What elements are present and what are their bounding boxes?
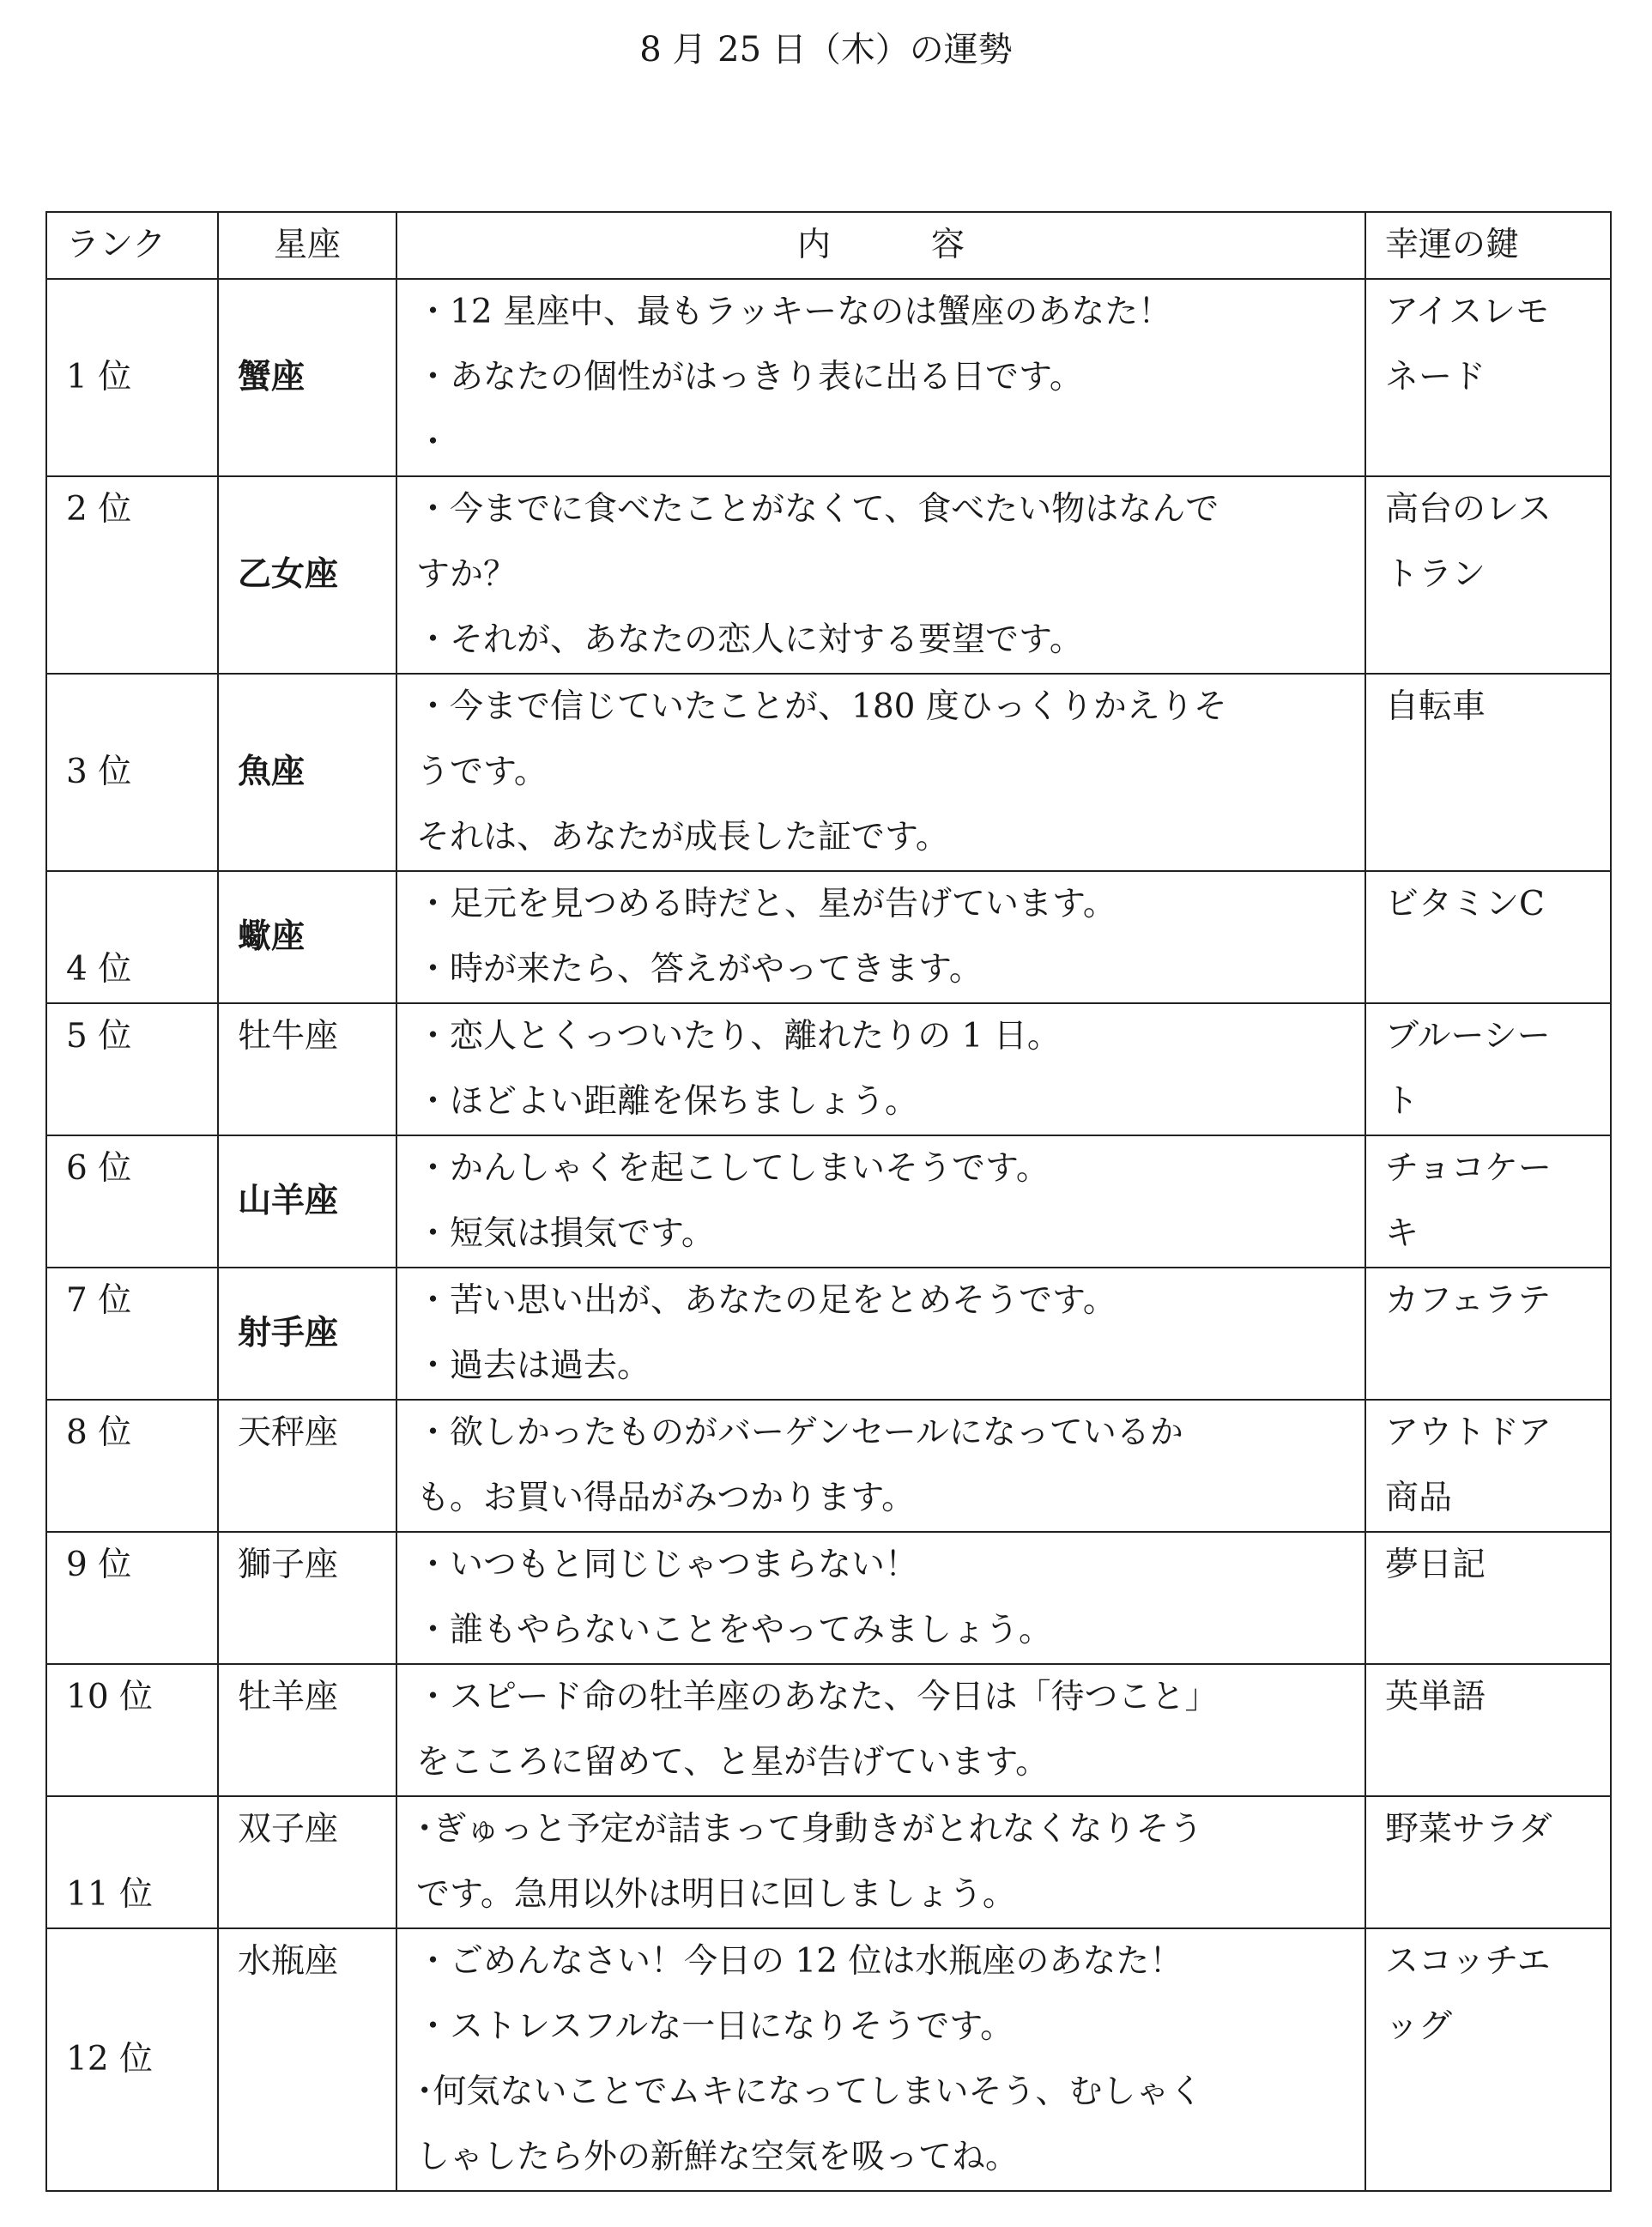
lucky-key-line: 英単語: [1385, 1678, 1486, 1716]
content-cell: [396, 1664, 1365, 1796]
header-sign: 星座: [218, 212, 396, 279]
lucky-key-line: 自転車: [1385, 687, 1486, 726]
table-row: [46, 1003, 1611, 1135]
lucky-key-line: ッグ: [1385, 2007, 1453, 2046]
content-line: うです。: [416, 753, 548, 791]
content-line: をこころに留めて、と星が告げています。: [416, 1743, 1050, 1782]
sign-cell: 双子座: [218, 1796, 396, 1928]
content-line: ・ほどよい距離を保ちましょう。: [416, 1082, 919, 1121]
content-cell: [396, 1003, 1365, 1135]
table-row: [46, 1796, 1611, 1928]
content-line: すか？: [416, 555, 517, 594]
table-row: [46, 1532, 1611, 1664]
rank-cell: 1 位: [46, 279, 218, 476]
lucky-key-cell: [1365, 674, 1611, 871]
lucky-key-line: カフェラテ: [1385, 1281, 1552, 1320]
content-line: ・欲しかったものがバーゲンセールになっているか: [416, 1413, 1183, 1452]
fortune-table: [45, 211, 1612, 2192]
content-line: それは、あなたが成長した証です。: [416, 818, 949, 856]
lucky-key-cell: [1365, 1268, 1611, 1400]
lucky-key-cell: [1365, 1664, 1611, 1796]
table-row: [46, 1268, 1611, 1400]
sign-cell: 蠍座: [218, 871, 396, 1003]
content-line: ・恋人とくっついたり、離れたりの 1 日。: [416, 1017, 1061, 1056]
lucky-key-cell: [1365, 1400, 1611, 1532]
rank-cell: 2 位: [46, 476, 218, 674]
lucky-key-line: ビタミンC: [1385, 885, 1545, 923]
rank-cell: 6 位: [46, 1135, 218, 1268]
rank-cell: 5 位: [46, 1003, 218, 1135]
lucky-key-line: スコッチエ: [1385, 1942, 1551, 1981]
rank-cell: 7 位: [46, 1268, 218, 1400]
lucky-key-line: キ: [1385, 1214, 1419, 1253]
lucky-key-cell: [1365, 871, 1611, 1003]
content-line: ･何気ないことでムキになってしまいそう、むしゃく: [416, 2073, 1203, 2111]
sign-cell: 獅子座: [218, 1532, 396, 1664]
lucky-key-cell: [1365, 1928, 1611, 2191]
lucky-key-cell: [1365, 476, 1611, 674]
page-title: 8 月 25 日（木）の運勢: [639, 30, 1013, 70]
sign-cell: 牡羊座: [218, 1664, 396, 1796]
content-line: ・今まで信じていたことが、180 度ひっくりかえりそ: [416, 687, 1227, 726]
rank-cell: 12 位: [46, 1928, 218, 2191]
rank-cell: 11 位: [46, 1796, 218, 1928]
rank-cell: 10 位: [46, 1664, 218, 1796]
rank-cell: 3 位: [46, 674, 218, 871]
fortune-rows: [46, 279, 1611, 2191]
content-line: ・誰もやらないことをやってみましょう。: [416, 1611, 1053, 1649]
header-key: 幸運の鍵: [1365, 212, 1611, 279]
content-line: です。急用以外は明日に回しましょう。: [416, 1875, 1016, 1914]
sign-cell: 蟹座: [218, 279, 396, 476]
table-row: [46, 476, 1611, 674]
content-line: ・過去は過去。: [416, 1346, 651, 1385]
content-line: ・: [416, 423, 451, 462]
content-line: ・足元を見つめる時だと、星が告げています。: [416, 885, 1116, 923]
rank-cell: 4 位: [46, 871, 218, 1003]
table-row: [46, 279, 1611, 476]
sign-cell: 乙女座: [218, 476, 396, 674]
header-rank: ランク: [46, 212, 218, 279]
lucky-key-line: 野菜サラダ: [1385, 1810, 1552, 1849]
content-cell: [396, 1796, 1365, 1928]
content-cell: [396, 1532, 1365, 1664]
lucky-key-line: アウトドア: [1385, 1413, 1552, 1452]
sign-cell: 射手座: [218, 1268, 396, 1400]
sign-cell: 牡牛座: [218, 1003, 396, 1135]
content-line: ・時が来たら、答えがやってきます。: [416, 950, 983, 989]
table-row: [46, 674, 1611, 871]
content-line: ・12 星座中、最もラッキーなのは蟹座のあなた！: [416, 293, 1172, 331]
content-cell: [396, 871, 1365, 1003]
header-row: [46, 212, 1611, 279]
table-row: [46, 871, 1611, 1003]
content-cell: [396, 476, 1365, 674]
lucky-key-line: 商品: [1385, 1479, 1453, 1517]
content-cell: [396, 1268, 1365, 1400]
lucky-key-line: ト: [1385, 1082, 1419, 1121]
content-line: ･ぎゅっと予定が詰まって身動きがとれなくなりそう: [416, 1810, 1203, 1849]
content-line: ・短気は損気です。: [416, 1214, 715, 1253]
lucky-key-line: 夢日記: [1385, 1546, 1486, 1584]
lucky-key-cell: [1365, 1135, 1611, 1268]
content-cell: [396, 1928, 1365, 2191]
content-line: ・今までに食べたことがなくて、食べたい物はなんで: [416, 490, 1219, 529]
lucky-key-line: ネード: [1385, 358, 1486, 396]
content-cell: [396, 1400, 1365, 1532]
lucky-key-cell: [1365, 1796, 1611, 1928]
content-line: ・ストレスフルな一日になりそうです。: [416, 2007, 1014, 2046]
content-line: ・かんしゃくを起こしてしまいそうです。: [416, 1149, 1050, 1188]
rank-cell: 9 位: [46, 1532, 218, 1664]
content-line: ・スピード命の牡羊座のあなた、今日は「待つこと」: [416, 1678, 1219, 1716]
lucky-key-line: アイスレモ: [1385, 293, 1550, 331]
lucky-key-cell: [1365, 1003, 1611, 1135]
lucky-key-cell: [1365, 279, 1611, 476]
content-line: ・苦い思い出が、あなたの足をとめそうです。: [416, 1281, 1116, 1320]
content-line: しゃしたら外の新鮮な空気を吸ってね。: [416, 2138, 1020, 2176]
lucky-key-line: チョコケー: [1385, 1149, 1552, 1188]
lucky-key-cell: [1365, 1532, 1611, 1664]
sign-cell: 天秤座: [218, 1400, 396, 1532]
table-row: [46, 1664, 1611, 1796]
rank-cell: 8 位: [46, 1400, 218, 1532]
table-row: [46, 1400, 1611, 1532]
content-cell: [396, 1135, 1365, 1268]
lucky-key-line: 高台のレス: [1385, 490, 1552, 529]
sign-cell: 水瓶座: [218, 1928, 396, 2191]
lucky-key-line: トラン: [1385, 555, 1486, 594]
header-content: 内 容: [396, 212, 1365, 279]
content-line: ・いつもと同じじゃつまらない！: [416, 1546, 919, 1584]
content-line: も。お買い得品がみつかります。: [416, 1479, 916, 1517]
content-cell: [396, 279, 1365, 476]
content-line: ・ごめんなさい！今日の 12 位は水瓶座のあなた！: [416, 1942, 1183, 1981]
table-row: [46, 1135, 1611, 1268]
content-line: ・それが、あなたの恋人に対する要望です。: [416, 620, 1083, 659]
sign-cell: 魚座: [218, 674, 396, 871]
lucky-key-line: ブルーシー: [1385, 1017, 1551, 1056]
content-cell: [396, 674, 1365, 871]
table-row: [46, 1928, 1611, 2191]
sign-cell: 山羊座: [218, 1135, 396, 1268]
content-line: ・あなたの個性がはっきり表に出る日です。: [416, 358, 1083, 396]
